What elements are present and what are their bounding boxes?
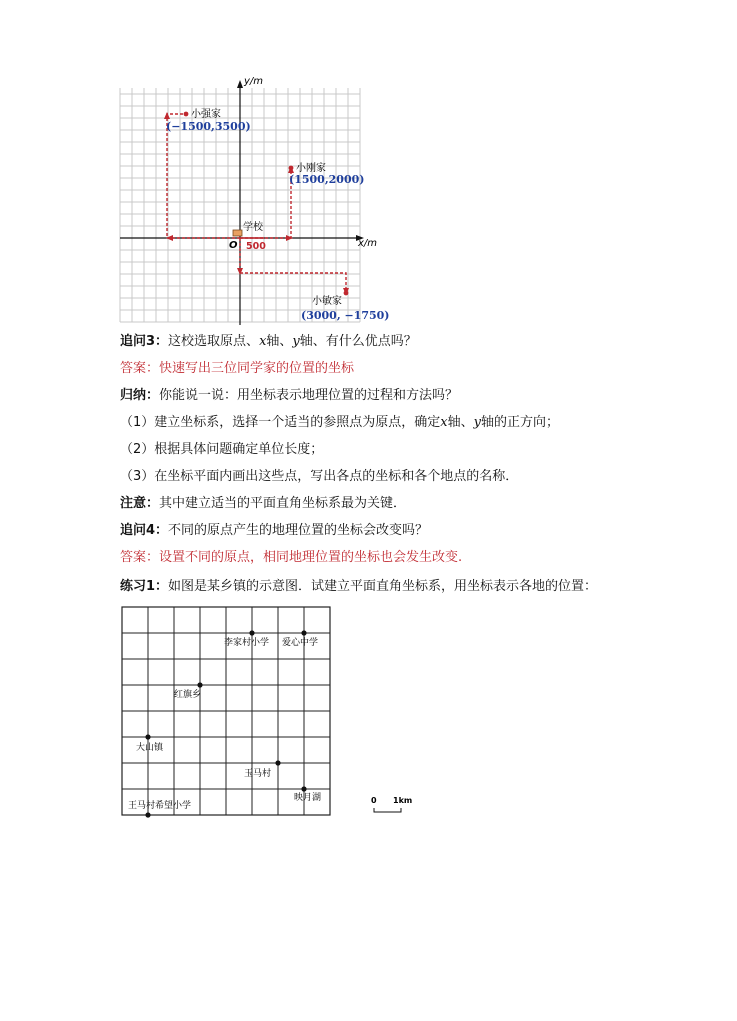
answer-4: 答案：设置不同的原点，相同地理位置的坐标也会发生改变.: [120, 550, 463, 565]
point-xiaoqiang: [184, 112, 189, 117]
answer-3: 答案：快速写出三位同学家的位置的坐标: [120, 361, 355, 376]
step-1: （1）建立坐标系，选择一个适当的参照点为原点，确定x轴、y轴的正方向；: [120, 415, 560, 430]
map-place-label: 玉马村: [244, 769, 272, 779]
x-axis-label: x/m: [358, 238, 378, 249]
map-point: [145, 734, 150, 739]
origin-label: O: [229, 240, 238, 251]
coordinate-figure: [118, 74, 390, 326]
point-name-xiaogang: 小刚家: [296, 163, 326, 174]
point-coord-xiaomin: (3000, −1750): [301, 309, 390, 322]
exercise-1: 练习1：如图是某乡镇的示意图．试建立平面直角坐标系，用坐标表示各地的位置：: [120, 579, 598, 594]
town-map: [118, 604, 418, 824]
step-2: （2）根据具体问题确定单位长度；: [120, 442, 324, 457]
school-icon: [233, 230, 242, 236]
point-coord-xiaoqiang: (−1500,3500): [166, 120, 251, 133]
summary: 归纳：你能说一说：用坐标表示地理位置的过程和方法吗？: [120, 388, 459, 403]
step-3: （3）在坐标平面内画出这些点，写出各点的坐标和各个地点的名称．: [120, 469, 519, 484]
point-coord-xiaogang: (1500,2000): [289, 173, 365, 186]
map-place-label: 爱心中学: [282, 638, 319, 648]
map-place-label: 王马村希望小学: [128, 801, 192, 811]
label: 练习1：: [120, 579, 169, 594]
note: 注意：其中建立适当的平面直角坐标系最为关键．: [120, 496, 407, 511]
scale-zero: 0: [371, 796, 377, 805]
school-label: 学校: [243, 222, 263, 233]
map-point: [145, 812, 150, 817]
map-places: [128, 630, 321, 817]
map-point: [275, 760, 280, 765]
point-name-xiaoqiang: 小强家: [191, 109, 221, 120]
route-paths: [167, 114, 346, 292]
followup-question-3: 追问3：这校选取原点、x轴、y轴、有什么优点吗？: [120, 334, 417, 349]
unit-tick-label: 500: [246, 241, 266, 252]
scale-bar: [374, 808, 401, 812]
scale-unit: 1km: [393, 796, 413, 805]
label: 追问4：: [120, 523, 169, 538]
map-point: [249, 630, 254, 635]
label: 注意：: [120, 496, 160, 511]
y-axis-arrow: [237, 80, 243, 88]
point-name-xiaomin: 小敏家: [312, 296, 342, 307]
map-place-label: 大山镇: [136, 743, 164, 753]
point-xiaogang: [289, 166, 294, 171]
label: 答案：: [120, 550, 160, 565]
map-place-label: 李家村小学: [224, 638, 270, 648]
map-place-label: 映月湖: [294, 793, 322, 803]
map-point: [301, 786, 306, 791]
label: 答案：: [120, 361, 160, 376]
point-xiaomin: [344, 291, 349, 296]
map-point: [301, 630, 306, 635]
map-point: [197, 682, 202, 687]
followup-question-4: 追问4：不同的原点产生的地理位置的坐标会改变吗？: [120, 523, 429, 538]
y-axis-label: y/m: [244, 76, 264, 87]
map-place-label: 红旗乡: [174, 690, 202, 700]
label: 归纳：: [120, 388, 160, 403]
label: 追问3：: [120, 334, 169, 349]
